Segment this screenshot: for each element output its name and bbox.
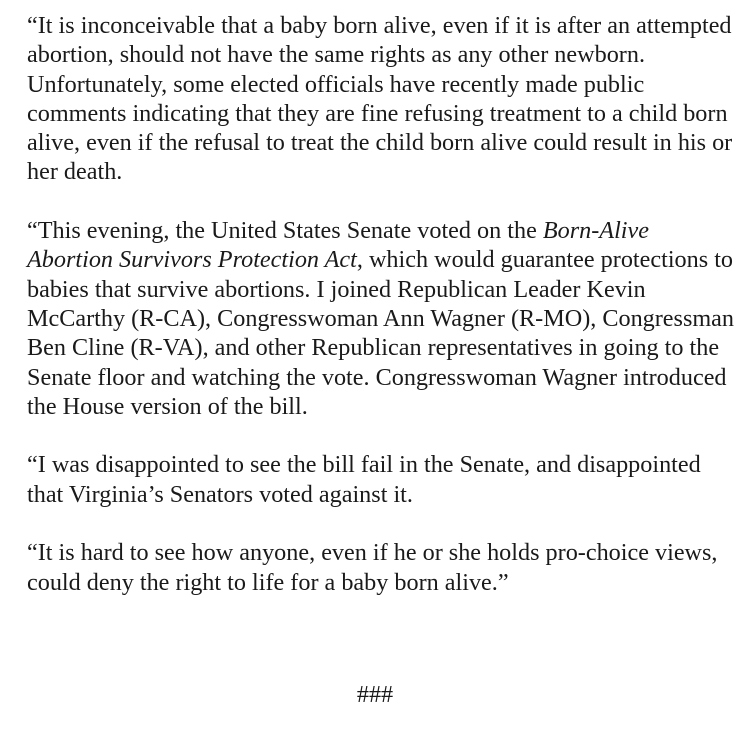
paragraph-senate-vote xyxy=(27,216,739,421)
paragraph-senate-vote-lead: “This evening, the United States Senate voted on the xyxy=(27,217,543,245)
press-statement-body xyxy=(27,11,739,626)
paragraph-right-to-life: “It is hard to see how anyone, even if he or she holds pro-choice views, could deny the right to life for a baby born alive.” xyxy=(27,539,718,596)
end-of-release-mark: ### xyxy=(356,681,394,708)
paragraph-senate-vote-rest: , which would guarantee protections to babies that survive abortions. I joined Republican Leader Kevin McCarthy (R-CA), Congresswoman Ann Wagner (R-MO), Congressman Ben Cline (R-VA), and other Republican representatives in going to the Senate floor and watching the vote. Congresswoman Wagner introduced the House version of the bill. xyxy=(27,246,735,420)
paragraph-inconceivable: “It is inconceivable that a baby born alive, even if it is after an attempted abortion, should not have the same rights as any other newborn. Unfortunately, some elected officials have recently made public comments indicating that they are fine refusing treatment to a child born alive, even if the refusal to treat the child born alive could result in his or her death. xyxy=(27,12,733,186)
paragraph-disappointed: “I was disappointed to see the bill fail in the Senate, and disappointed that Virginia’s Senators voted against it. xyxy=(27,451,701,508)
bill-title: Born-Alive Abortion Survivors Protection Act xyxy=(27,217,649,274)
